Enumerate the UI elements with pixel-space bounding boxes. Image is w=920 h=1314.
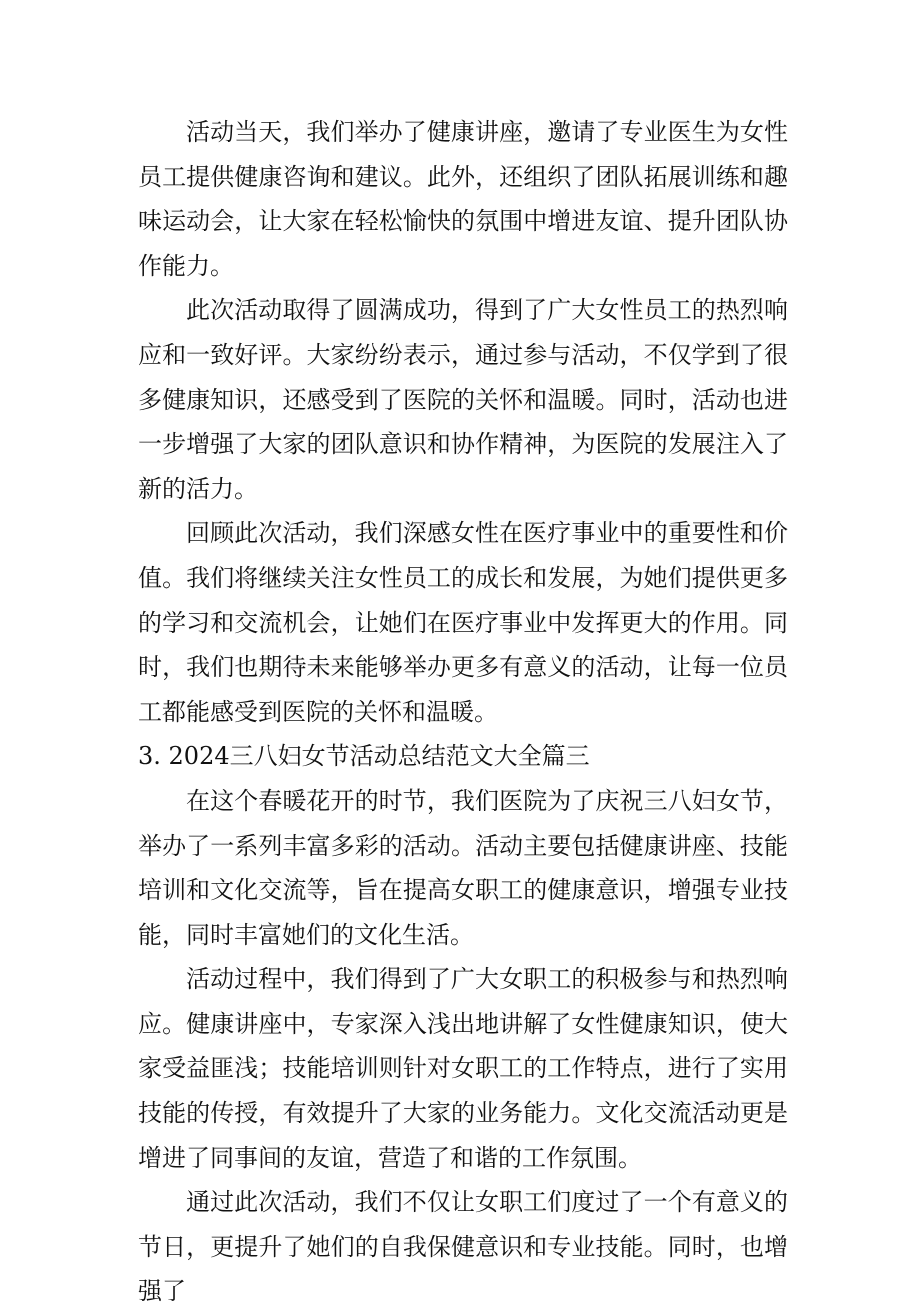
paragraph-review: 回顾此次活动，我们深感女性在医疗事业中的重要性和价值。我们将继续关注女性员工的成长和发展，为她们提供更多的学习和交流机会，让她们在医疗事业中发挥更大的作用。同时，我们也期待未来能够举办更多有意义的活动，让每一位员工都能感受到医院的关怀和温暖。 [138, 519, 788, 726]
paragraph-activity-day: 活动当天，我们举办了健康讲座，邀请了专业医生为女性员工提供健康咨询和建议。此外，还组织了团队拓展训练和趣味运动会，让大家在轻松愉快的氛围中增进友谊、提升团队协作能力。 [138, 118, 788, 280]
document-body [138, 110, 788, 1314]
paragraph-success: 此次活动取得了圆满成功，得到了广大女性员工的热烈响应和一致好评。大家纷纷表示，通过参与活动，不仅学到了很多健康知识，还感受到了医院的关怀和温暖。同时，活动也进一步增强了大家的团队意识和协作精神，为医院的发展注入了新的活力。 [138, 296, 788, 503]
paragraph-result: 通过此次活动，我们不仅让女职工们度过了一个有意义的节日，更提升了她们的自我保健意识和专业技能。同时，也增强了 [138, 1188, 788, 1306]
paragraph-process: 活动过程中，我们得到了广大女职工的积极参与和热烈响应。健康讲座中，专家深入浅出地讲解了女性健康知识，使大家受益匪浅；技能培训则针对女职工的工作特点，进行了实用技能的传授，有效提升了大家的业务能力。文化交流活动更是增进了同事间的友谊，营造了和谐的工作氛围。 [138, 965, 788, 1172]
section-heading: 3. 2024三八妇女节活动总结范文大全篇三 [138, 742, 590, 771]
paragraph-spring: 在这个春暖花开的时节，我们医院为了庆祝三八妇女节，举办了一系列丰富多彩的活动。活动主要包括健康讲座、技能培训和文化交流等，旨在提高女职工的健康意识，增强专业技能，同时丰富她们的文化生活。 [138, 786, 788, 949]
